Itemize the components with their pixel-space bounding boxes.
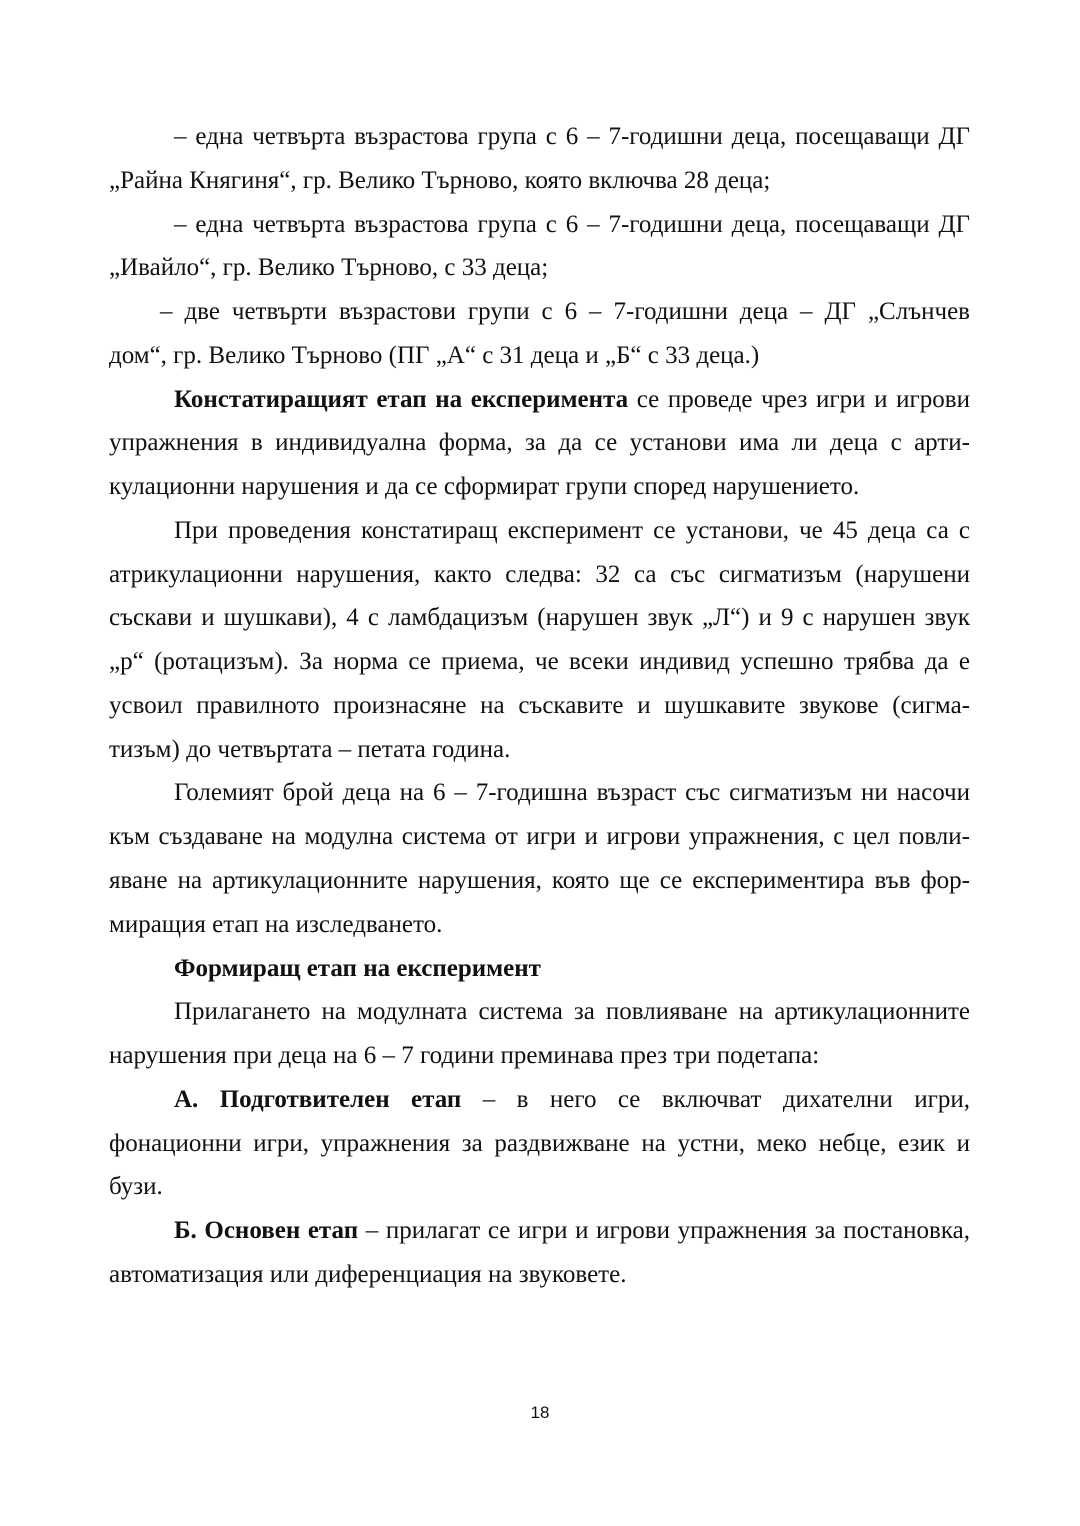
text-line — [109, 1209, 970, 1253]
text-line: атрикулационни нарушения, както следва: 32 са със сигматизъм (нарушени — [109, 560, 970, 588]
bold-lead: А. Подготвителен етап — [174, 1085, 462, 1113]
paragraph — [109, 1209, 970, 1297]
text-line: автоматизация или диференциация на звуковете. — [109, 1260, 627, 1288]
text-line: Прилагането на модулната система за повлияване на артикулационните — [174, 998, 970, 1026]
text-line: упражнения в индивидуална форма, за да се установи има ли деца с арти- — [109, 429, 970, 457]
text-line — [109, 947, 970, 991]
text-run: – прилагат се игри и игрови упражнения за постановка, — [358, 1217, 970, 1245]
bold-lead: Констатиращият етап на експеримента — [174, 385, 629, 413]
text-line: яване на артикулационните нарушения, която ще се експериментира във фор- — [109, 867, 970, 895]
text-line: При проведения констатиращ експеримент се установи, че 45 деца са с — [174, 516, 970, 544]
text-line: съскави и шушкави), 4 с ламбдацизъм (нарушен звук „Л“) и 9 с нарушен звук — [109, 604, 970, 632]
text-line: – една четвърта възрастова група с 6 – 7-годишни деца, посещаващи ДГ — [174, 210, 970, 238]
text-line: миращия етап на изследването. — [109, 910, 443, 938]
paragraph — [109, 115, 970, 203]
text-line: усвоил правилното произнасяне на съскавите и шушкавите звукове (сигма- — [109, 691, 970, 719]
text-line: бузи. — [109, 1173, 163, 1201]
paragraph — [109, 990, 970, 1078]
text-line: „Ивайло“, гр. Велико Търново, с 33 деца; — [109, 254, 549, 282]
text-line — [109, 378, 970, 422]
paragraph — [109, 1078, 970, 1209]
paragraph — [109, 509, 970, 772]
text-line: „р“ (ротацизъм). За норма се приема, че всеки индивид успешно трябва да е — [109, 648, 970, 676]
text-line: – една четвърта възрастова група с 6 – 7-годишни деца, посещаващи ДГ — [174, 123, 970, 150]
paragraph — [109, 771, 970, 946]
text-line: фонационни игри, упражнения за раздвижване на устни, меко небце, език и — [109, 1129, 970, 1157]
text-line: кулационни нарушения и да се сформират групи според нарушението. — [109, 473, 860, 501]
bold-lead: Б. Основен етап — [174, 1217, 359, 1245]
section-heading: Формиращ етап на експеримент — [174, 954, 541, 982]
body-text — [109, 115, 970, 1297]
text-line: дом“, гр. Велико Търново (ПГ „А“ с 31 деца и „Б“ с 33 деца.) — [109, 341, 760, 369]
text-line: нарушения при деца на 6 – 7 години преминава през три подетапа: — [109, 1042, 820, 1070]
paragraph — [109, 378, 970, 509]
text-line: „Райна Княгиня“, гр. Велико Търново, която включва 28 деца; — [109, 166, 771, 194]
text-line: Големият брой деца на 6 – 7-годишна възраст със сигматизъм ни насочи — [174, 779, 970, 807]
paragraph — [109, 947, 970, 991]
text-line — [109, 1078, 970, 1122]
paragraph — [109, 203, 970, 291]
paragraph — [109, 290, 970, 378]
text-line: към създаване на модулна система от игри и игрови упражнения, с цел повли- — [109, 823, 970, 851]
text-run: – в него се включват дихателни игри, — [461, 1085, 970, 1113]
text-run: се проведе чрез игри и игрови — [628, 385, 970, 413]
text-line: тизъм) до четвъртата – петата година. — [109, 735, 511, 763]
text-line: – две четвърти възрастови групи с 6 – 7-годишни деца – ДГ „Слънчев — [160, 298, 970, 326]
page-number: 18 — [530, 1403, 550, 1422]
